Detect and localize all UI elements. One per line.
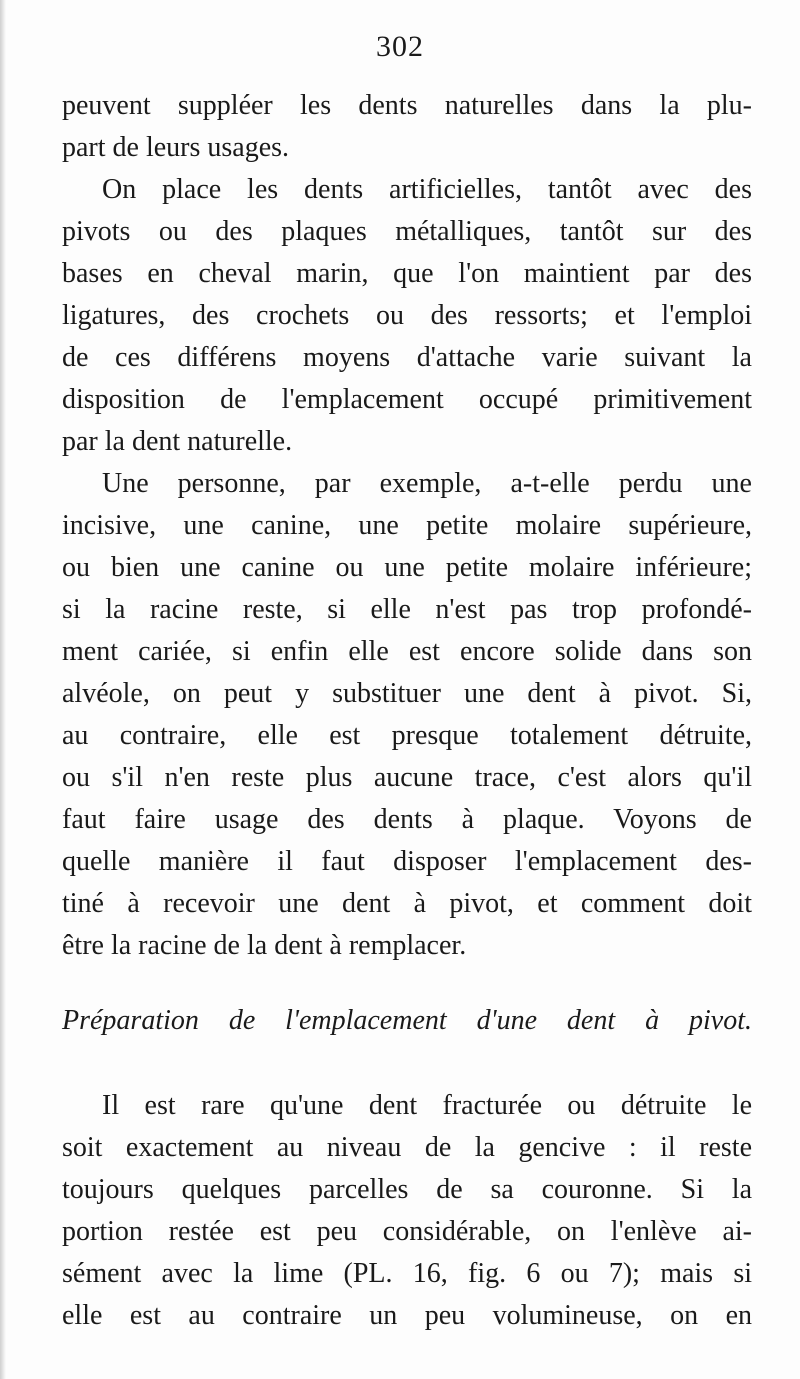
text-line: toujours quelques parcelles de sa couronne. Si la — [62, 1174, 752, 1205]
paragraph-3 — [62, 463, 752, 967]
text-line: soit exactement au niveau de la gencive : il reste — [62, 1132, 752, 1163]
text-line: part de leurs usages. — [62, 132, 290, 163]
text-line: Une personne, par exemple, a-t-elle perdu une — [102, 468, 752, 499]
text-line: Il est rare qu'une dent fracturée ou détruite le — [102, 1090, 752, 1121]
text-line: ligatures, des crochets ou des ressorts; et l'emploi — [62, 300, 752, 331]
page-edge-shadow — [0, 0, 6, 1379]
text-line: alvéole, on peut y substituer une dent à pivot. Si, — [62, 678, 752, 709]
text-line: disposition de l'emplacement occupé primitivement — [62, 384, 752, 415]
section-heading: Préparation de l'emplacement d'une dent à pivot. — [62, 1005, 752, 1036]
page-number: 302 — [376, 30, 424, 63]
text-line: faut faire usage des dents à plaque. Voyons de — [62, 804, 752, 835]
text-line: ou bien une canine ou une petite molaire inférieure; — [62, 552, 752, 583]
text-line: ou s'il n'en reste plus aucune trace, c'est alors qu'il — [62, 762, 752, 793]
text-line: On place les dents artificielles, tantôt avec des — [102, 174, 752, 205]
text-line: par la dent naturelle. — [62, 426, 293, 457]
text-line: tiné à recevoir une dent à pivot, et comment doit — [62, 888, 752, 919]
text-line: pivots ou des plaques métalliques, tantôt sur des — [62, 216, 752, 247]
text-line: elle est au contraire un peu volumineuse, on en — [62, 1300, 752, 1331]
text-line: ment cariée, si enfin elle est encore solide dans son — [62, 636, 752, 667]
text-line: sément avec la lime (PL. 16, fig. 6 ou 7); mais si — [62, 1258, 752, 1289]
text-line: si la racine reste, si elle n'est pas trop profondé- — [62, 594, 752, 625]
text-line: au contraire, elle est presque totalement détruite, — [62, 720, 752, 751]
text-line: portion restée est peu considérable, on l'enlève ai- — [62, 1216, 752, 1247]
paragraph-1 — [62, 85, 752, 169]
text-line: bases en cheval marin, que l'on maintient par des — [62, 258, 752, 289]
paragraph-4 — [62, 1085, 752, 1337]
text-line: de ces différens moyens d'attache varie suivant la — [62, 342, 752, 373]
text-line: quelle manière il faut disposer l'emplacement des- — [62, 846, 752, 877]
text-line: peuvent suppléer les dents naturelles dans la plu- — [62, 90, 752, 121]
text-line: incisive, une canine, une petite molaire supérieure, — [62, 510, 752, 541]
paragraph-2 — [62, 169, 752, 463]
text-line: être la racine de la dent à remplacer. — [62, 930, 467, 961]
